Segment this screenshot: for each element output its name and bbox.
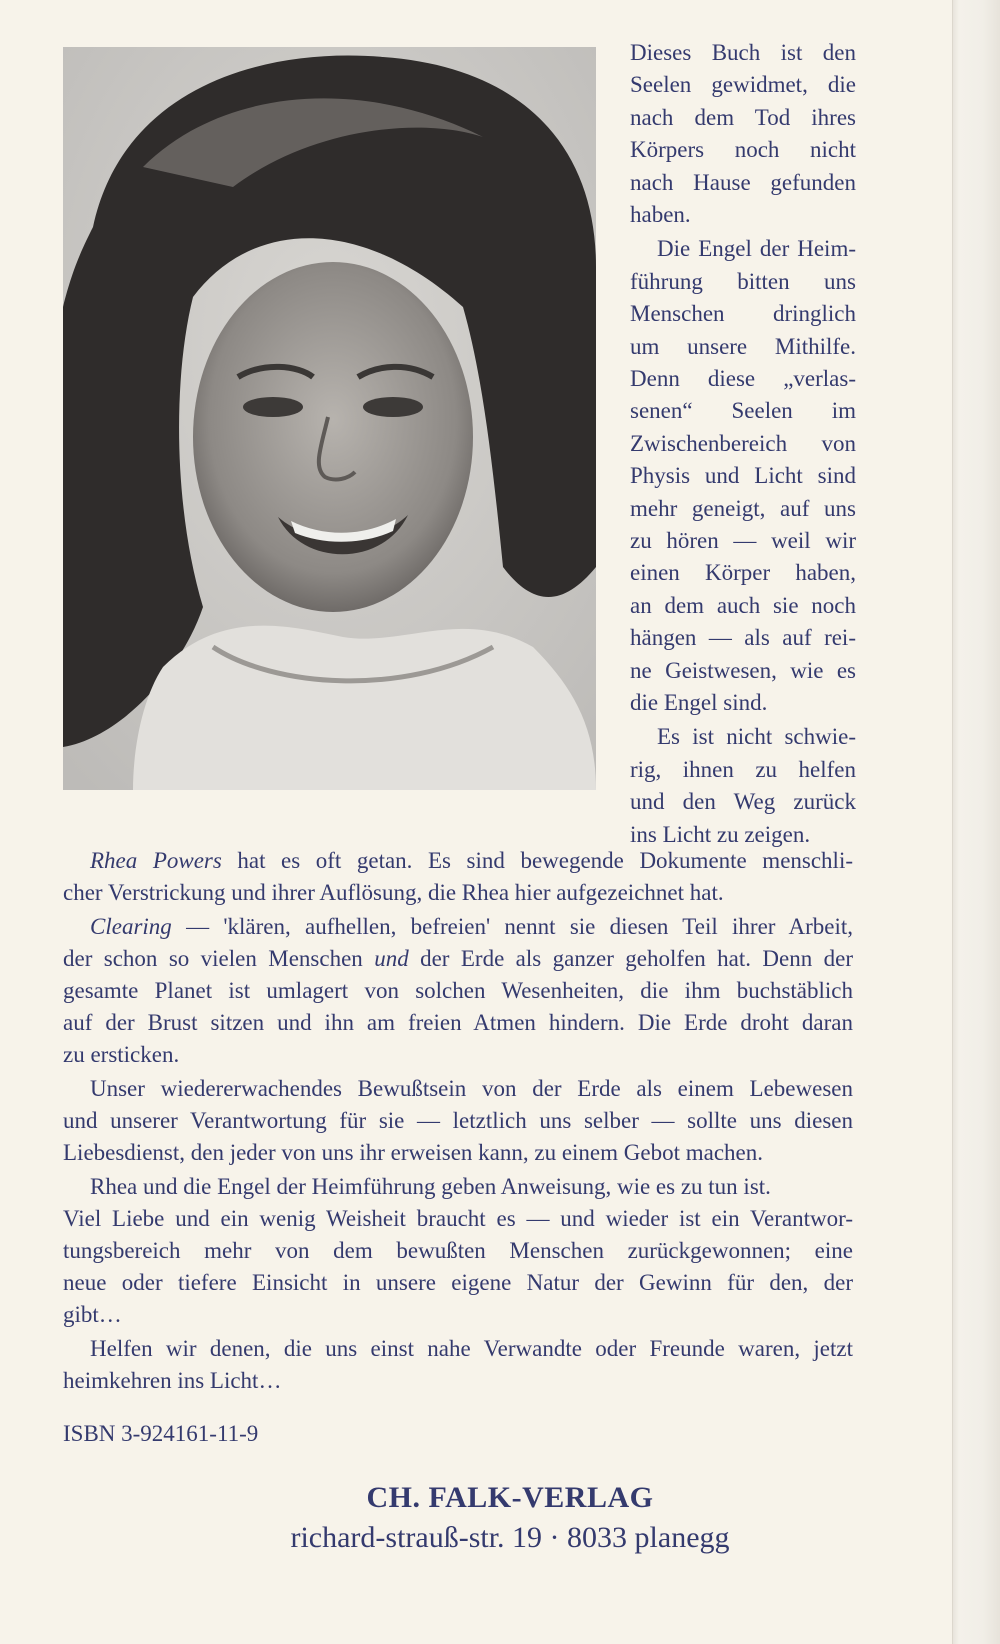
paragraph-line: cher Verstrickung und ihrer Auflösung, die Rhea hier aufgezeichnet hat. [63,880,724,905]
column-text-line: Zwischenbereich von [630,430,856,456]
paragraph-line: der schon so vielen Menschen und der Erde als ganzer geholfen hat. Denn der [63,946,854,971]
paragraph-line: Rhea Powers hat es oft getan. Es sind bewegende Dokumente menschli- [90,848,854,873]
paragraph-line: tungsbereich mehr von dem bewußten Menschen zurückgewonnen; eine [63,1238,853,1263]
paragraph-line: gesamte Planet ist umlagert von solchen Wesenheiten, die ihm buchstäblich [63,978,853,1003]
paragraph-line: gibt… [63,1302,122,1327]
column-text-line: Die Engel der Heim- [657,236,856,262]
column-text-line: Seelen gewidmet, die [630,72,856,98]
column-text-line: ins Licht zu zeigen. [630,821,811,847]
column-text-line: Denn diese „verlas- [630,366,856,391]
column-text-line: nach dem Tod ihres [630,104,856,130]
column-text-line: hängen — als auf rei- [630,625,856,651]
column-text-line: haben. [630,202,691,227]
isbn-number: ISBN 3-924161-11-9 [63,1421,259,1446]
publisher-name: CH. FALK-VERLAG [366,1481,654,1514]
column-text-line: und den Weg zurück [630,789,856,815]
paragraph-line: Helfen wir denen, die uns einst nahe Verwandte oder Freunde waren, jetzt [90,1336,853,1361]
column-text-line: rig, ihnen zu helfen [630,756,856,782]
clearing-term-italic: Clearing [90,914,172,939]
paragraph-line: und unserer Verantwortung für sie — letztlich uns selber — sollte uns diesen [63,1108,853,1133]
column-text-line: Menschen dringlich [630,301,856,327]
column-text-line: Physis und Licht sind [630,463,856,489]
column-text-line: ne Geistwesen, wie es [630,657,856,683]
paragraph-line: Liebesdienst, den jeder von uns ihr erweisen kann, zu einem Gebot machen. [63,1140,763,1165]
paragraph-line: heimkehren ins Licht… [63,1368,282,1393]
column-text-line: einen Körper haben, [630,560,856,586]
emphasis-italic: und [374,946,409,971]
paragraph-line: Unser wiedererwachendes Bewußtsein von der Erde als einem Lebewesen [90,1076,853,1101]
author-name-italic: Rhea Powers [90,848,222,873]
portrait-image-icon [63,47,596,790]
column-text-line: mehr geneigt, auf uns [630,495,856,521]
column-text-line: die Engel sind. [630,690,768,715]
paragraph-line: Clearing — 'klären, aufhellen, befreien' nennt sie diesen Teil ihrer Arbeit, [90,914,853,939]
column-text-line: an dem auch sie noch [630,592,856,618]
paragraph-line: Viel Liebe und ein wenig Weisheit braucht es — und wieder ist ein Verantwor- [63,1206,853,1231]
column-text-line: führung bitten uns [630,268,856,294]
column-text-line: Körpers noch nicht [630,137,856,163]
column-text-line: senen“ Seelen im [630,398,856,424]
column-text-line: Es ist nicht schwie- [657,724,856,750]
publisher-address: richard-strauß-str. 19 · 8033 planegg [290,1521,730,1554]
author-portrait-photo [63,47,596,790]
paragraph-line: zu ersticken. [63,1042,180,1067]
paragraph-line: auf der Brust sitzen und ihn am freien Atmen hindern. Die Erde droht daran [63,1010,853,1035]
book-spine-edge [952,0,1000,1644]
column-text-line: zu hören — weil wir [630,528,856,553]
column-text-line: nach Hause gefunden [630,169,856,195]
paragraph-line: Rhea und die Engel der Heimführung geben Anweisung, wie es zu tun ist. [90,1174,771,1199]
paragraph-line: neue oder tiefere Einsicht in unsere eigene Natur der Gewinn für den, der [63,1270,853,1295]
column-text-line: um unsere Mithilfe. [630,333,856,359]
column-text-line: Dieses Buch ist den [630,40,856,65]
